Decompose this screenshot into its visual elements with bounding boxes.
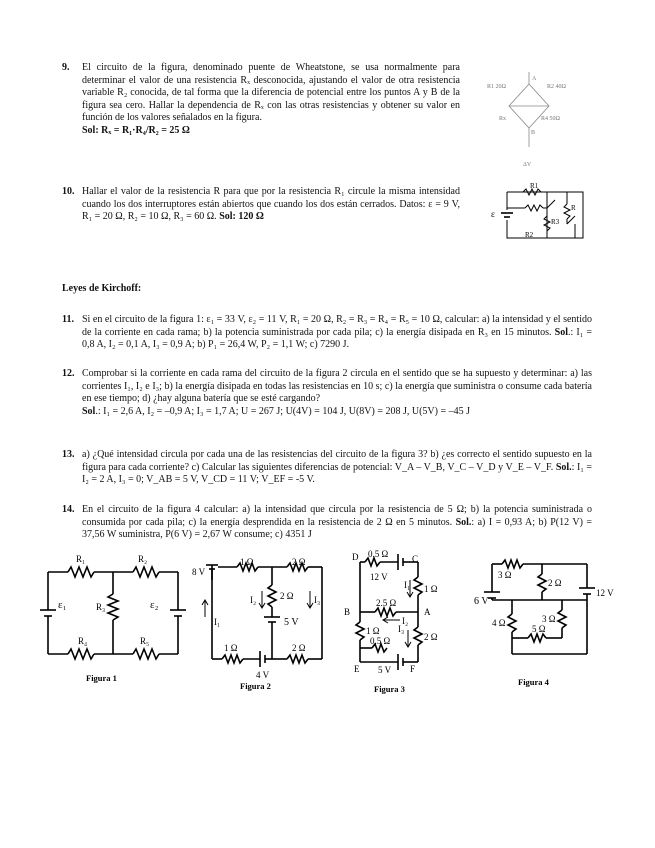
fig10-label-r2: R2 bbox=[525, 231, 534, 239]
fig2-8v: 8 V bbox=[192, 567, 206, 577]
fig1-r3: R₃ bbox=[96, 602, 106, 612]
fig3-i1: I₁ bbox=[404, 580, 411, 590]
fig3-i2: I₂ bbox=[402, 616, 409, 626]
fig3-12v: 12 V bbox=[370, 572, 388, 582]
fig3-a: A bbox=[424, 607, 431, 617]
fig3-r2right: 2 Ω bbox=[424, 632, 438, 642]
fig10-label-r3: R3 bbox=[551, 218, 560, 226]
fig4-r3top: 3 Ω bbox=[498, 570, 512, 580]
fig2-i1: I₁ bbox=[214, 617, 221, 627]
fig1-e1: ε₁ bbox=[58, 599, 67, 611]
problem-number: 14. bbox=[62, 504, 75, 515]
fig4-r3mid: 3 Ω bbox=[542, 614, 556, 624]
fig2-i2: I₂ bbox=[250, 595, 257, 605]
fig3-c: C bbox=[412, 554, 419, 564]
problem-text: El circuito de la figura, denominado puente de Wheatstone, se usa normalmente para determinar el valor de una resistencia Rₓ desconocida, ajustando el valor de otra resistencia variable R₂ conocida, de tal forma que la diferencia de potencial entre los puntos A y B de la figura sea cero. Hallar la dependencia de Rₓ con las otras resistencias y obtener su valor en función de los valores señalados en la figura. bbox=[82, 62, 460, 124]
fig10-label-r1: R1 bbox=[530, 182, 539, 190]
fig2-r2top: 2 Ω bbox=[292, 557, 306, 567]
solution: Sol: Rₓ = R₁·R₄/R₂ = 25 Ω bbox=[82, 124, 190, 136]
fig4-r2: 2 Ω bbox=[548, 578, 562, 588]
fig9-label-dv: ΔV bbox=[523, 162, 532, 168]
fig3-i3: I₃ bbox=[398, 624, 405, 634]
fig2-r1bot: 1 Ω bbox=[224, 643, 238, 653]
fig3-r25: 2.5 Ω bbox=[376, 598, 397, 608]
problem-14 bbox=[62, 504, 592, 542]
problem-13 bbox=[62, 449, 592, 487]
fig3-e: E bbox=[354, 664, 360, 674]
problem-text: a) ¿Qué intensidad circula por cada una de las resistencias del circuito de la figura 3? b) ¿es correcto el sentido supuesto en la figura para cada corriente? c) Calcular las siguientes diferencias de potencial: V_A – V_B, V_C – V_D y V_E – V_F. Sol.: I₁ = I₂ = 2 A, I₃ = 0; V_AB = 5 V, V_CD = 11 V; V_EF = -5 V. bbox=[82, 449, 592, 486]
fig9-label-r2: R2 40Ω bbox=[547, 84, 566, 90]
fig9-label-rx: Rx bbox=[499, 116, 507, 122]
fig1-e2: ε₂ bbox=[150, 599, 159, 611]
problem-text: Si en el circuito de la figura 1: ε₁ = 33 V, ε₂ = 11 V, R₁ = 20 Ω, R₂ = R₃ = R₄ = R₅ = 10 Ω, calcular: a) la intensidad y el sentido de la corriente en cada rama; b) la potencia suministrada por cada pila; c) la energía disipada en R₃ en 15 minutos. Sol.: I₁ = 0,8 A, I₂ = 0,1 A, I₃ = 0,9 A; b) P₁ = 26,4 W, P₂ = 1,1 W; c) 7290 J. bbox=[82, 314, 592, 351]
section-heading: Leyes de Kirchoff: bbox=[62, 283, 142, 294]
fig2-4v: 4 V bbox=[256, 670, 270, 680]
fig3-5v: 5 V bbox=[378, 665, 392, 675]
figure-4 bbox=[462, 552, 622, 692]
problem-9 bbox=[62, 62, 460, 138]
fig3-r1left: 1 Ω bbox=[366, 626, 380, 636]
fig9-label-a: A bbox=[532, 76, 537, 82]
figure-1 bbox=[38, 552, 188, 687]
fig4-r4: 4 Ω bbox=[492, 618, 506, 628]
problem-text: En el circuito de la figura 4 calcular: a) la intensidad que circula por la resistencia de 5 Ω; b) la potencia suministrada o consumida por cada pila; c) la energía desprendida en la resistencia de 2 Ω en 5 minutos. Sol.: a) I = 0,93 A; b) P(12 V) = 37,56 W suministra, P(6 V) = 2,67 W consume; c) 4351 J bbox=[82, 504, 593, 541]
fig9-label-r1: R1 20Ω bbox=[487, 84, 506, 90]
problem-text: Comprobar si la corriente en cada rama del circuito de la figura 2 circula en el sentido que se ha supuesto y determinar: a) las corrientes I₁, I₂ e I₃; b) la energía disipada en todas las resistencias en 10 s; c) la energía que suministra o consume cada batería en ese tiempo; d) ¿hay alguna batería que se esté cargando? bbox=[82, 368, 592, 405]
fig3-r05bot: 0.5 Ω bbox=[370, 636, 391, 646]
fig1-r5: R₅ bbox=[140, 636, 150, 646]
fig2-r2mid: 2 Ω bbox=[280, 591, 294, 601]
fig10-label-emf: ε bbox=[491, 209, 495, 219]
problem-number: 9. bbox=[62, 62, 70, 73]
fig9-label-b: B bbox=[531, 130, 536, 136]
fig3-r1right: 1 Ω bbox=[424, 584, 438, 594]
fig3-r05top: 0.5 Ω bbox=[368, 549, 389, 559]
figure-3 bbox=[340, 549, 455, 697]
fig2-r2bot: 2 Ω bbox=[292, 643, 306, 653]
fig2-5v: 5 V bbox=[284, 617, 299, 628]
problem-number: 13. bbox=[62, 449, 75, 460]
fig4-12v: 12 V bbox=[596, 588, 614, 598]
fig1-r1: R₁ bbox=[76, 554, 86, 564]
figure-3-caption: Figura 3 bbox=[374, 684, 405, 694]
problem-10 bbox=[62, 186, 460, 224]
solution: Sol.: I₁ = 2,6 A, I₂ = –0,9 A; I₃ = 1,7 A; U = 267 J; U(4V) = 104 J, U(8V) = 208 J, U(5V) = –45 J bbox=[82, 405, 470, 417]
fig2-r1top: 1 Ω bbox=[240, 557, 254, 567]
fig2-i3: I₃ bbox=[314, 595, 321, 605]
fig3-b: B bbox=[344, 607, 351, 617]
problem-11 bbox=[62, 314, 592, 352]
problem-number: 11. bbox=[62, 314, 74, 325]
fig1-r2: R₂ bbox=[138, 554, 148, 564]
figure-2-caption: Figura 2 bbox=[240, 681, 271, 691]
problem-text: Hallar el valor de la resistencia R para que por la resistencia R₁ circule la misma intensidad cuando los dos interruptores están abiertos que cuando los dos están cerrados. Datos: ε = 9 V, R₁ = 20 Ω, R₂ = 10 Ω, R₃ = 60 Ω. Sol: 120 Ω bbox=[82, 186, 460, 223]
fig3-f: F bbox=[410, 664, 416, 674]
problem-number: 10. bbox=[62, 186, 75, 197]
problem-number: 12. bbox=[62, 368, 75, 379]
fig1-r4: R₄ bbox=[78, 636, 88, 646]
problem-12 bbox=[62, 368, 592, 418]
switch-circuit-figure bbox=[491, 180, 590, 250]
fig9-label-r4: R4 50Ω bbox=[541, 116, 560, 122]
figure-1-caption: Figura 1 bbox=[86, 673, 117, 683]
fig4-r5: 5 Ω bbox=[532, 624, 546, 634]
fig4-6v: 6 V bbox=[474, 596, 489, 607]
fig10-label-r: R bbox=[571, 204, 576, 212]
fig3-d: D bbox=[352, 552, 359, 562]
figure-4-caption: Figura 4 bbox=[518, 677, 549, 687]
figure-2 bbox=[192, 555, 342, 693]
wheatstone-figure bbox=[485, 72, 595, 172]
